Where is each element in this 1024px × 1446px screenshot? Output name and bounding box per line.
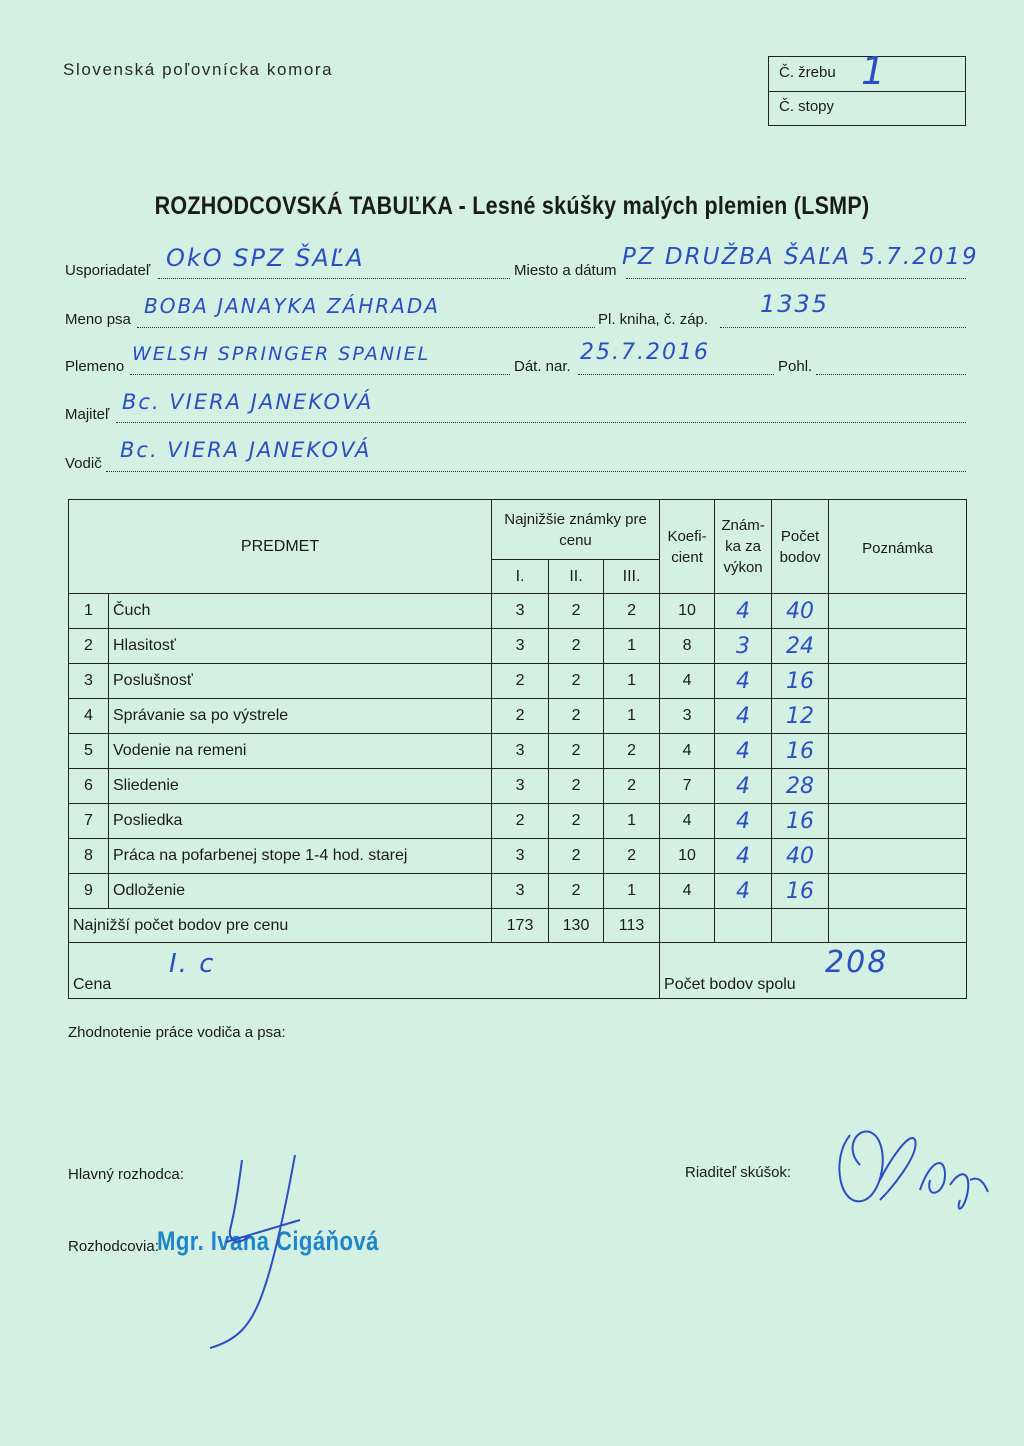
birth-date-value: 25.7.2016 xyxy=(580,340,710,365)
row-points: 40 xyxy=(772,839,829,874)
breed-line xyxy=(130,374,510,375)
row-mark: 4 xyxy=(715,804,772,839)
table-row xyxy=(69,734,967,769)
row-mark: 4 xyxy=(715,874,772,909)
handler-line xyxy=(106,471,966,472)
row-number: 8 xyxy=(69,839,109,874)
organizer-line xyxy=(158,278,510,279)
row-min-iii: 2 xyxy=(604,734,660,769)
draw-number-row xyxy=(769,49,965,93)
row-min-i: 3 xyxy=(492,629,549,664)
row-min-ii: 2 xyxy=(549,839,604,874)
row-min-ii: 2 xyxy=(549,769,604,804)
prize-label: Cena xyxy=(73,976,112,993)
owner-label: Majiteľ xyxy=(65,406,110,423)
row-points: 28 xyxy=(772,769,829,804)
row-subject: Odloženie xyxy=(109,874,492,909)
row-min-i: 2 xyxy=(492,699,549,734)
row-subject: Čuch xyxy=(109,594,492,629)
prize-i-header: I. xyxy=(492,560,549,594)
studbook-value: 1335 xyxy=(760,290,830,318)
track-number-row xyxy=(769,91,965,125)
row-points: 40 xyxy=(772,594,829,629)
row-min-ii: 2 xyxy=(549,594,604,629)
total-cell xyxy=(660,943,967,999)
row-number: 4 xyxy=(69,699,109,734)
row-subject: Vodenie na remeni xyxy=(109,734,492,769)
row-min-iii: 2 xyxy=(604,839,660,874)
row-min-iii: 1 xyxy=(604,664,660,699)
sex-line xyxy=(816,374,966,375)
handler-value: Bc. VIERA JANEKOVÁ xyxy=(120,438,372,462)
row-min-i: 3 xyxy=(492,594,549,629)
row-note xyxy=(829,874,967,909)
row-min-ii: 2 xyxy=(549,699,604,734)
row-note xyxy=(829,734,967,769)
row-coefficient: 10 xyxy=(660,594,715,629)
owner-value: Bc. VIERA JANEKOVÁ xyxy=(122,390,374,414)
row-min-i: 2 xyxy=(492,664,549,699)
table-row xyxy=(69,629,967,664)
row-note xyxy=(829,839,967,874)
studbook-label: Pl. kniha, č. záp. xyxy=(598,311,709,328)
row-coefficient: 4 xyxy=(660,804,715,839)
row-mark: 4 xyxy=(715,699,772,734)
dog-name-label: Meno psa xyxy=(65,311,131,328)
row-note xyxy=(829,699,967,734)
form-title: ROZHODCOVSKÁ TABUĽKA - Lesné skúšky malých plemien (LSMP) xyxy=(154,192,870,220)
min-points-iii: 113 xyxy=(604,909,660,943)
row-mark: 4 xyxy=(715,769,772,804)
row-number: 6 xyxy=(69,769,109,804)
row-mark: 4 xyxy=(715,734,772,769)
row-mark: 4 xyxy=(715,664,772,699)
table-row xyxy=(69,594,967,629)
draw-number-box xyxy=(768,49,966,126)
row-mark: 4 xyxy=(715,839,772,874)
judges-label: Rozhodcovia: xyxy=(68,1238,159,1255)
place-date-line xyxy=(626,278,966,279)
row-note xyxy=(829,594,967,629)
row-subject: Práca na pofarbenej stope 1-4 hod. starej xyxy=(109,839,492,874)
place-date-value: PZ DRUŽBA ŠAĽA 5.7.2019 xyxy=(622,244,979,270)
lowest-marks-header: Najnižšie známky pre cenu xyxy=(492,500,660,560)
organizer-value: OkO SPZ ŠAĽA xyxy=(166,244,365,272)
row-coefficient: 3 xyxy=(660,699,715,734)
row-min-i: 3 xyxy=(492,769,549,804)
row-min-iii: 2 xyxy=(604,769,660,804)
prize-cell xyxy=(69,943,660,999)
owner-line xyxy=(116,422,966,423)
mark-header: Znám-ka za výkon xyxy=(715,500,772,594)
points-header: Počet bodov xyxy=(772,500,829,594)
min-points-ii: 130 xyxy=(549,909,604,943)
table-row xyxy=(69,699,967,734)
total-label: Počet bodov spolu xyxy=(664,976,796,993)
test-director-signature xyxy=(820,1120,990,1220)
row-subject: Posliedka xyxy=(109,804,492,839)
row-min-ii: 2 xyxy=(549,874,604,909)
row-coefficient: 4 xyxy=(660,734,715,769)
prize-value: I. c xyxy=(169,949,216,979)
row-number: 1 xyxy=(69,594,109,629)
row-coefficient: 8 xyxy=(660,629,715,664)
test-director-label: Riaditeľ skúšok: xyxy=(685,1164,792,1181)
chief-judge-label: Hlavný rozhodca: xyxy=(68,1166,184,1183)
row-min-iii: 1 xyxy=(604,699,660,734)
row-subject: Sliedenie xyxy=(109,769,492,804)
row-subject: Poslušnosť xyxy=(109,664,492,699)
row-min-ii: 2 xyxy=(549,804,604,839)
row-points: 16 xyxy=(772,804,829,839)
row-note xyxy=(829,664,967,699)
row-number: 5 xyxy=(69,734,109,769)
row-min-i: 3 xyxy=(492,874,549,909)
row-min-iii: 1 xyxy=(604,629,660,664)
table-row xyxy=(69,804,967,839)
row-points: 12 xyxy=(772,699,829,734)
subject-header: PREDMET xyxy=(69,500,492,594)
row-points: 16 xyxy=(772,734,829,769)
prize-iii-header: III. xyxy=(604,560,660,594)
total-value: 208 xyxy=(825,945,889,980)
row-min-iii: 1 xyxy=(604,804,660,839)
prize-ii-header: II. xyxy=(549,560,604,594)
track-number-label: Č. stopy xyxy=(779,98,835,115)
row-points: 16 xyxy=(772,664,829,699)
row-note xyxy=(829,769,967,804)
draw-number-value: 1 xyxy=(861,49,888,93)
birth-date-line xyxy=(578,374,774,375)
draw-number-label: Č. žrebu xyxy=(779,64,836,81)
row-min-iii: 2 xyxy=(604,594,660,629)
table-row xyxy=(69,664,967,699)
birth-date-label: Dát. nar. xyxy=(514,358,571,375)
breed-value: WELSH SPRINGER SPANIEL xyxy=(132,343,431,365)
row-coefficient: 4 xyxy=(660,664,715,699)
dog-name-line xyxy=(137,327,595,328)
row-min-iii: 1 xyxy=(604,874,660,909)
handler-label: Vodič xyxy=(65,455,102,472)
breed-label: Plemeno xyxy=(65,358,125,375)
row-min-ii: 2 xyxy=(549,629,604,664)
row-min-i: 3 xyxy=(492,839,549,874)
row-subject: Hlasitosť xyxy=(109,629,492,664)
table-row xyxy=(69,769,967,804)
row-points: 24 xyxy=(772,629,829,664)
row-subject: Správanie sa po výstrele xyxy=(109,699,492,734)
place-date-label: Miesto a dátum xyxy=(514,262,617,279)
row-number: 3 xyxy=(69,664,109,699)
min-points-label: Najnižší počet bodov pre cenu xyxy=(69,909,492,943)
judge-name-stamp: Mgr. Ivana Cigáňová xyxy=(157,1226,379,1256)
row-min-i: 2 xyxy=(492,804,549,839)
note-header: Poznámka xyxy=(829,500,967,594)
row-min-i: 3 xyxy=(492,734,549,769)
row-number: 7 xyxy=(69,804,109,839)
row-coefficient: 4 xyxy=(660,874,715,909)
table-row xyxy=(69,874,967,909)
row-coefficient: 7 xyxy=(660,769,715,804)
dog-name-value: BOBA JANAYKA ZÁHRADA xyxy=(144,294,440,318)
studbook-line xyxy=(720,327,966,328)
row-coefficient: 10 xyxy=(660,839,715,874)
row-note xyxy=(829,629,967,664)
evaluation-label: Zhodnotenie práce vodiča a psa: xyxy=(68,1024,286,1041)
row-points: 16 xyxy=(772,874,829,909)
min-points-i: 173 xyxy=(492,909,549,943)
organizer-label: Usporiadateľ xyxy=(65,262,151,279)
row-min-ii: 2 xyxy=(549,664,604,699)
row-mark: 4 xyxy=(715,594,772,629)
row-number: 9 xyxy=(69,874,109,909)
table-row xyxy=(69,839,967,874)
scoring-table xyxy=(68,499,967,999)
organization-name: Slovenská poľovnícka komora xyxy=(63,60,334,79)
row-mark: 3 xyxy=(715,629,772,664)
row-number: 2 xyxy=(69,629,109,664)
row-note xyxy=(829,804,967,839)
row-min-ii: 2 xyxy=(549,734,604,769)
sex-label: Pohl. xyxy=(778,358,813,375)
coefficient-header: Koefi-cient xyxy=(660,500,715,594)
chief-judge-signature xyxy=(180,1150,330,1350)
